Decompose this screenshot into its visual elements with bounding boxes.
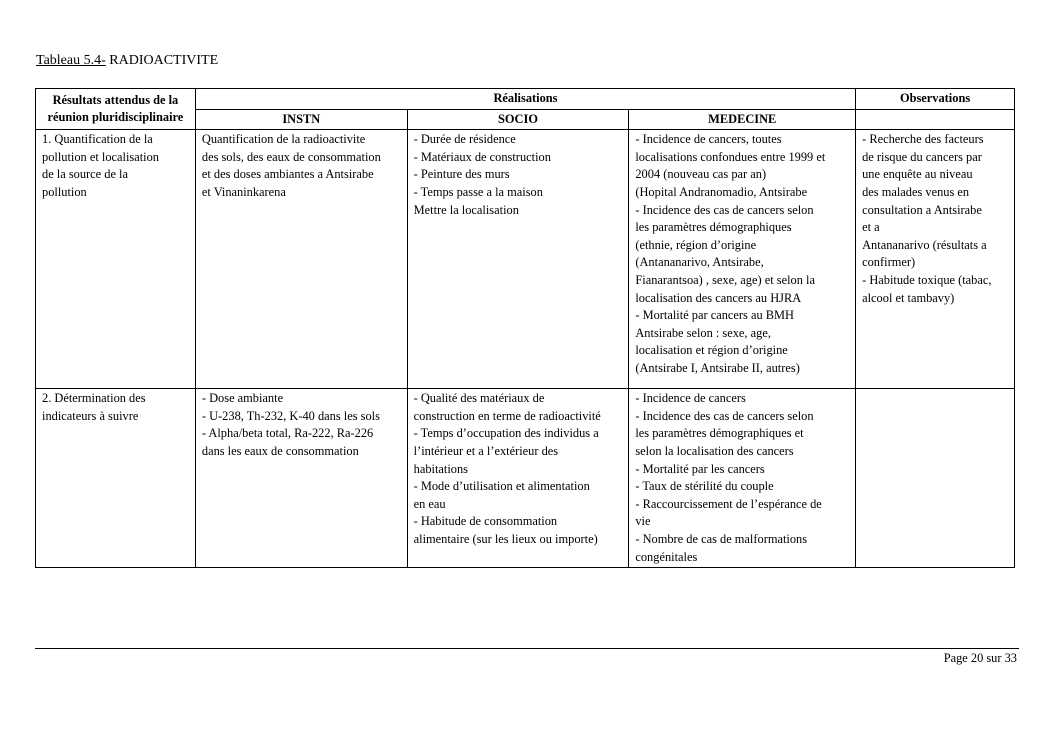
header-instn: INSTN	[195, 109, 407, 130]
cell-observations	[856, 130, 1015, 389]
cell-line: construction en terme de radioactivité	[413, 408, 601, 423]
cell-line: - Taux de stérilité du couple	[635, 479, 774, 494]
radioactivity-table	[35, 88, 1015, 568]
cell-line: - Incidence des cas de cancers selon	[635, 408, 814, 423]
cell-line: localisation et région d’origine	[635, 343, 788, 358]
cell-line: Antananarivo (résultats a	[862, 237, 987, 252]
cell-line: de la source de la	[42, 167, 129, 182]
cell-line: - Qualité des matériaux de	[413, 391, 545, 406]
cell-line: les paramètres démographiques et	[635, 426, 804, 441]
cell-line: des malades venus en	[862, 184, 970, 199]
cell-line: consultation a Antsirabe	[862, 202, 982, 217]
cell-line: congénitales	[635, 549, 698, 564]
cell-line: et des doses ambiantes a Antsirabe	[201, 167, 374, 182]
cell-line: confirmer)	[862, 255, 916, 270]
cell-line: pollution	[42, 184, 87, 199]
cell-socio	[407, 389, 629, 568]
cell-line: (Antananarivo, Antsirabe,	[635, 255, 764, 270]
cell-line: des sols, des eaux de consommation	[201, 149, 381, 164]
cell-line: - Habitude toxique (tabac,	[862, 272, 992, 287]
cell-line: et Vinaninkarena	[201, 184, 286, 199]
cell-line: - Incidence de cancers	[635, 391, 746, 406]
cell-line: - Temps d’occupation des individus a	[413, 426, 599, 441]
footer-divider	[35, 648, 1019, 649]
cell-line: les paramètres démographiques	[635, 220, 792, 235]
cell-line: - Alpha/beta total, Ra-222, Ra-226	[201, 426, 374, 441]
cell-line: - Incidence des cas de cancers selon	[635, 202, 814, 217]
cell-line: de risque du cancers par	[862, 149, 982, 164]
cell-line: dans les eaux de consommation	[201, 443, 359, 458]
header-medecine: MEDECINE	[629, 109, 856, 130]
cell-line: vie	[635, 514, 651, 529]
cell-line: - Mode d’utilisation et alimentation	[413, 479, 590, 494]
cell-line: (Hopital Andranomadio, Antsirabe	[635, 184, 808, 199]
table-title: RADIOACTIVITE	[109, 53, 219, 68]
cell-line: - Dose ambiante	[201, 391, 284, 406]
cell-line: en eau	[413, 496, 446, 511]
cell-line: 1. Quantification de la	[42, 132, 153, 147]
cell-line: - Nombre de cas de malformations	[635, 531, 808, 546]
cell-line: - Mortalité par les cancers	[635, 461, 765, 476]
cell-line: - Recherche des facteurs	[862, 132, 984, 147]
cell-line: localisation des cancers au HJRA	[635, 290, 802, 305]
cell-instn	[195, 130, 407, 389]
cell-line: Mettre la localisation	[413, 202, 519, 217]
cell-medecine	[629, 389, 856, 568]
cell-line: Antsirabe selon : sexe, age,	[635, 325, 771, 340]
cell-line: Fianarantsoa) , sexe, age) et selon la	[635, 272, 815, 287]
cell-line: et a	[862, 220, 880, 235]
cell-line: - U-238, Th-232, K-40 dans les sols	[201, 408, 380, 423]
header-row-top	[36, 89, 1015, 110]
cell-line: indicateurs à suivre	[42, 408, 139, 423]
cell-line: habitations	[413, 461, 468, 476]
cell-line: localisations confondues entre 1999 et	[635, 149, 826, 164]
cell-line: alcool et tambavy)	[862, 290, 955, 305]
cell-line: - Mortalité par cancers au BMH	[635, 308, 794, 323]
cell-line: alimentaire (sur les lieux ou importe)	[413, 531, 598, 546]
cell-line: selon la localisation des cancers	[635, 443, 794, 458]
table-number: Tableau 5.4-	[36, 53, 106, 68]
cell-line: Quantification de la radioactivite	[201, 132, 366, 147]
header-results: Résultats attendus de la réunion pluridisciplinaire	[36, 89, 196, 130]
cell-result	[36, 389, 196, 568]
cell-result	[36, 130, 196, 389]
cell-observations	[856, 389, 1015, 568]
cell-line: - Habitude de consommation	[413, 514, 558, 529]
cell-line: l’intérieur et a l’extérieur des	[413, 443, 559, 458]
cell-line: - Peinture des murs	[413, 167, 510, 182]
cell-line: - Raccourcissement de l’espérance de	[635, 496, 822, 511]
page-number: Page 20 sur 33	[943, 651, 1017, 665]
cell-socio	[407, 130, 629, 389]
cell-line: - Incidence de cancers, toutes	[635, 132, 782, 147]
cell-line: (Antsirabe I, Antsirabe II, autres)	[635, 360, 800, 375]
header-socio: SOCIO	[407, 109, 629, 130]
cell-line: (ethnie, région d’origine	[635, 237, 757, 252]
cell-line: - Matériaux de construction	[413, 149, 551, 164]
cell-line: 2004 (nouveau cas par an)	[635, 167, 767, 182]
table-row	[36, 389, 1015, 568]
cell-instn	[195, 389, 407, 568]
cell-line: - Durée de résidence	[413, 132, 516, 147]
header-realisations: Réalisations	[195, 89, 855, 110]
header-observations-sub	[856, 109, 1015, 130]
cell-line: 2. Détermination des	[42, 391, 146, 406]
cell-medecine	[629, 130, 856, 389]
cell-line: une enquête au niveau	[862, 167, 973, 182]
header-observations: Observations	[856, 89, 1015, 110]
cell-line: pollution et localisation	[42, 149, 160, 164]
table-row	[36, 130, 1015, 389]
cell-line: - Temps passe a la maison	[413, 184, 543, 199]
table-caption	[36, 53, 218, 69]
